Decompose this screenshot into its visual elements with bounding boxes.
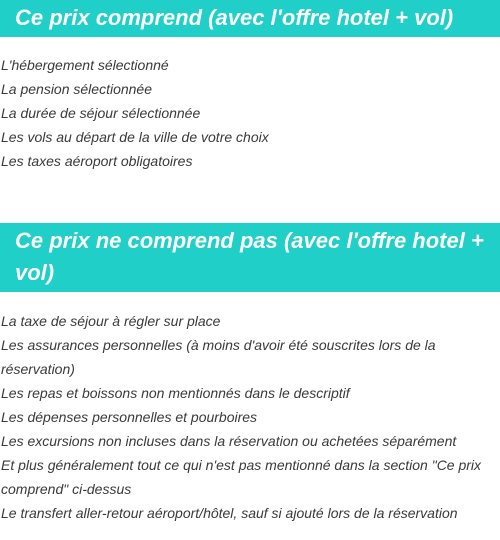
list-item: La durée de séjour sélectionnée [1, 105, 201, 121]
list-item: Les assurances personnelles (à moins d'avoir été souscrites lors de la réservation) [1, 337, 436, 377]
list-item: Les repas et boissons non mentionnés dans le descriptif [1, 385, 350, 401]
list-item: Les excursions non incluses dans la réservation ou achetées séparément [1, 433, 457, 449]
list-item: La pension sélectionnée [1, 81, 153, 97]
excludes-section-title: Ce prix ne comprend pas (avec l'offre hotel + vol) [0, 223, 500, 292]
excludes-list [0, 309, 490, 525]
list-item: Les vols au départ de la ville de votre choix [1, 129, 269, 145]
list-item: Le transfert aller-retour aéroport/hôtel, sauf si ajouté lors de la réservation [1, 505, 458, 521]
list-item: La taxe de séjour à régler sur place [1, 313, 221, 329]
list-item: Et plus généralement tout ce qui n'est pas mentionné dans la section "Ce prix comprend" ci-dessus [1, 457, 482, 497]
list-item: Les dépenses personnelles et pourboires [1, 409, 258, 425]
includes-section-title: Ce prix comprend (avec l'offre hotel + vol) [0, 0, 500, 37]
list-item: L'hébergement sélectionné [1, 57, 169, 73]
list-item: Les taxes aéroport obligatoires [1, 153, 193, 169]
includes-list [0, 53, 490, 173]
